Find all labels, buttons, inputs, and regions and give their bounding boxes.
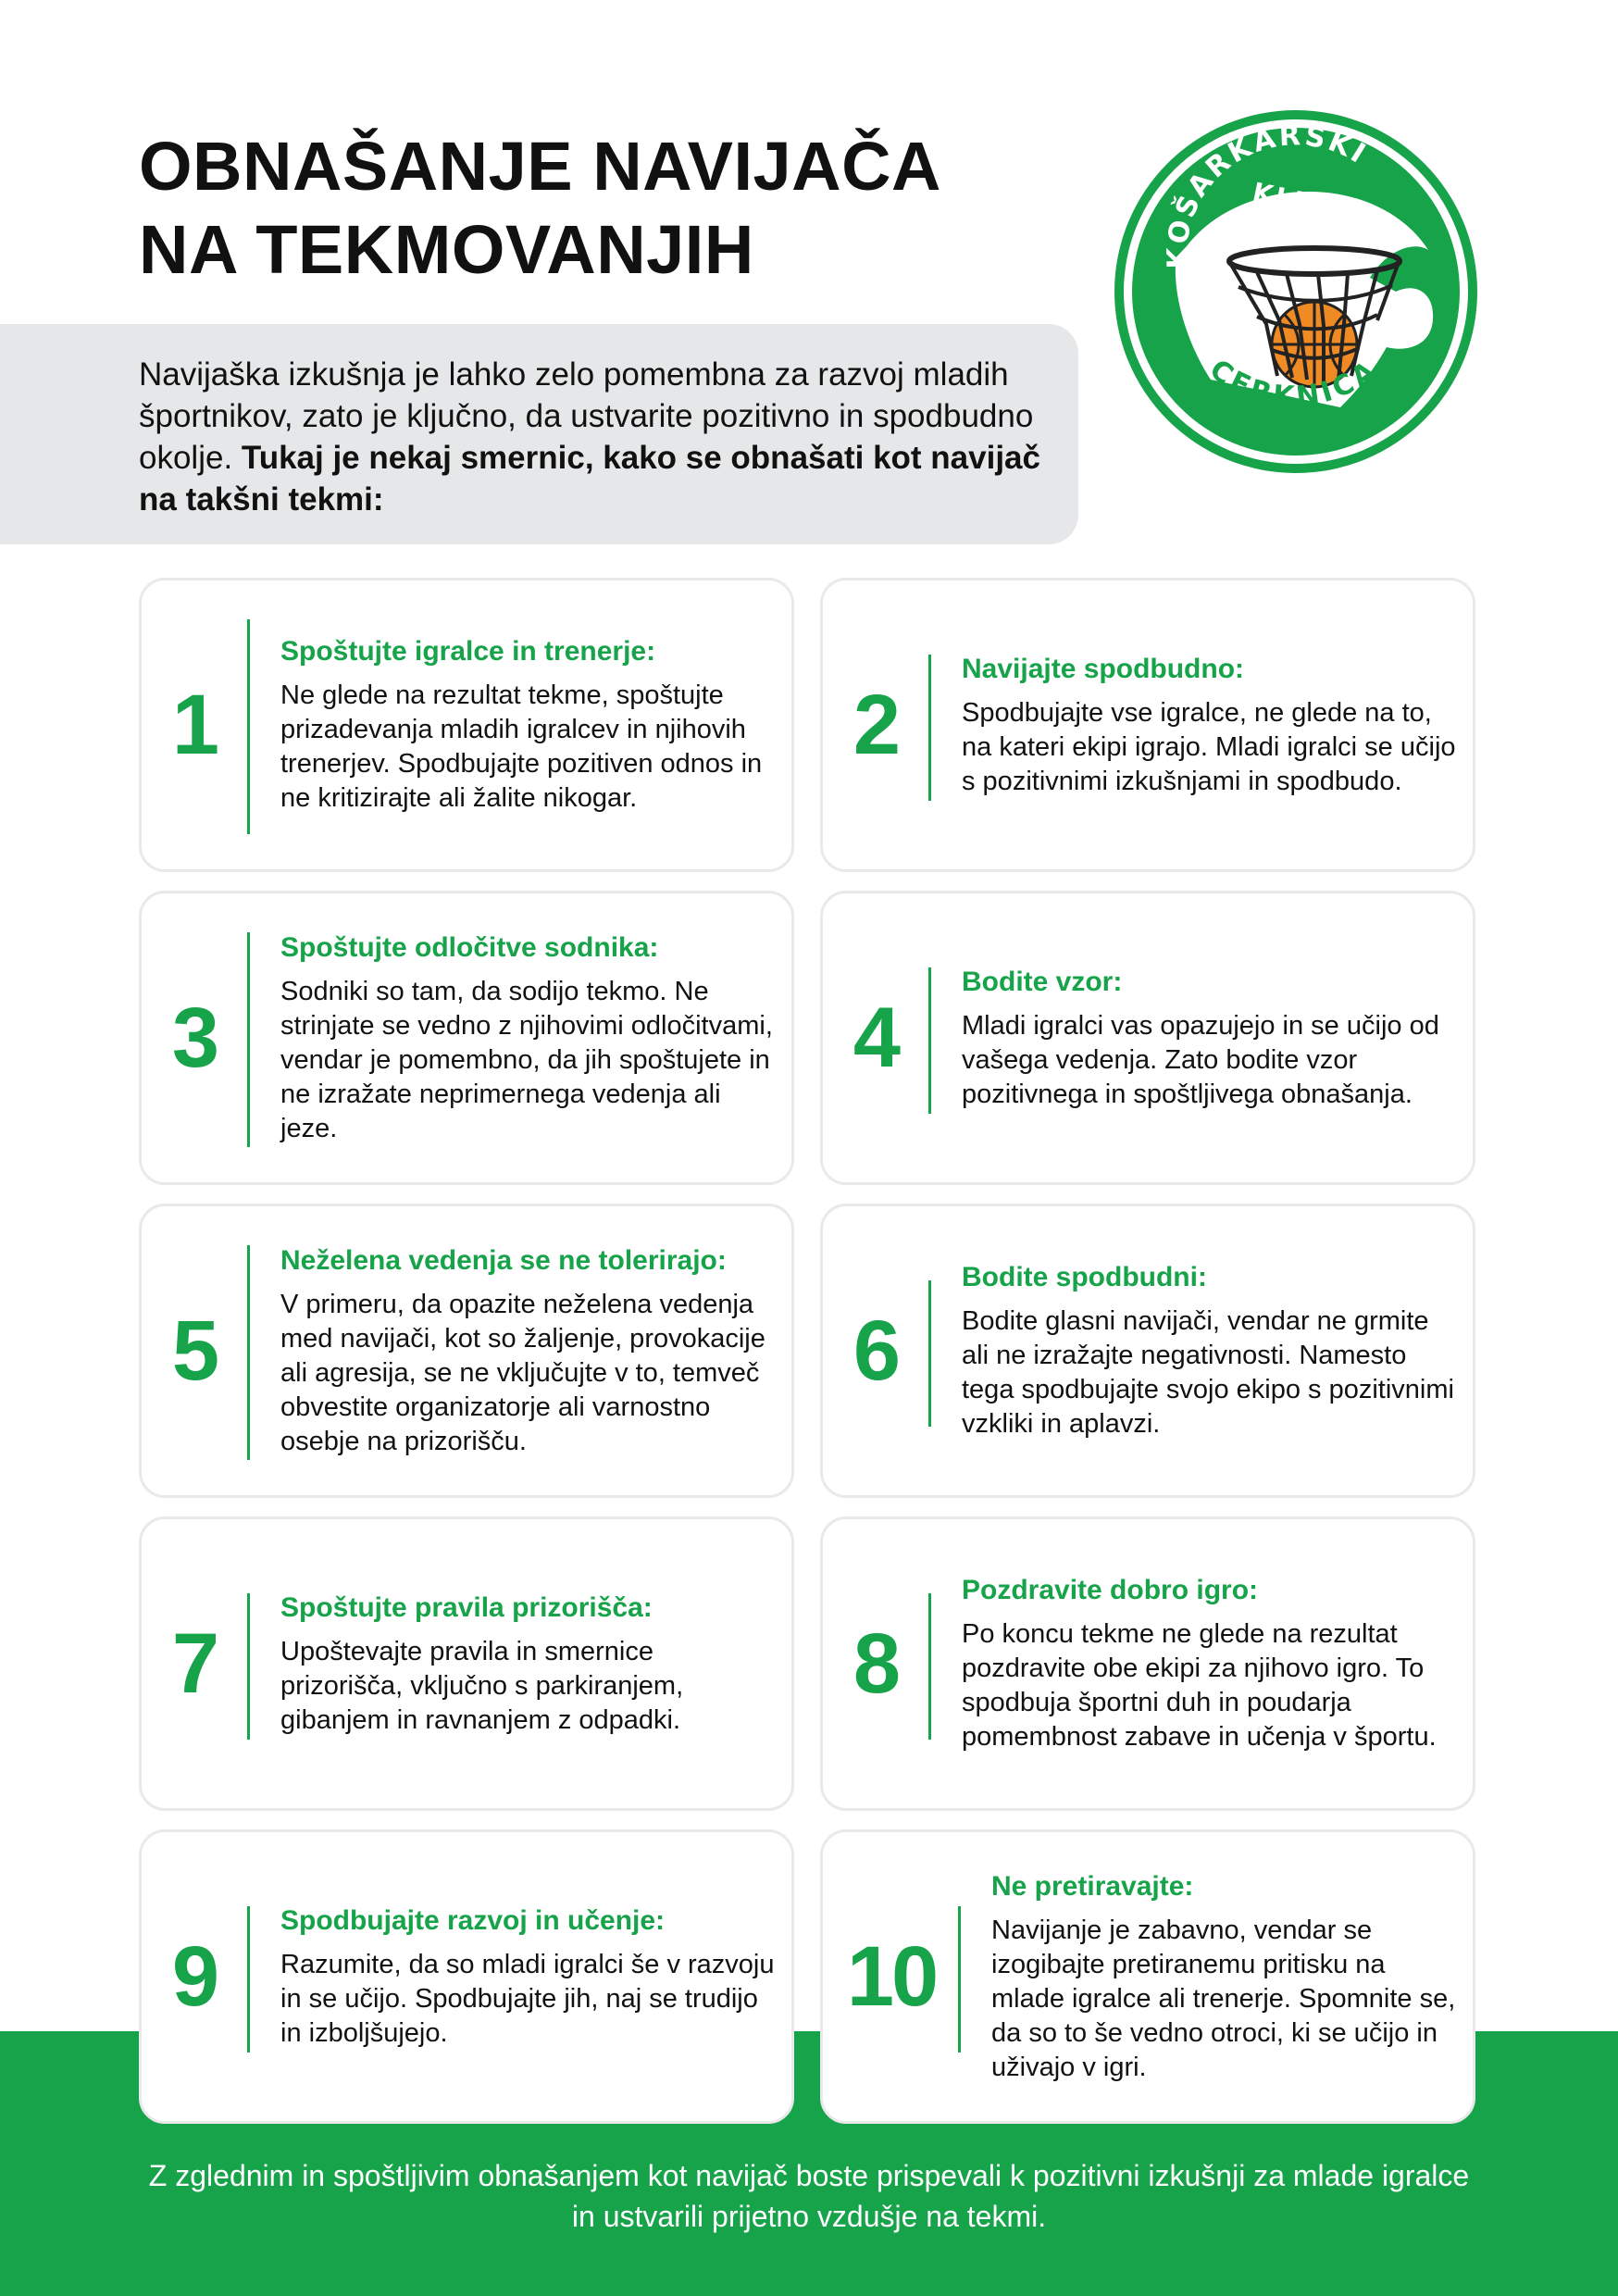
page-title-line-2: NA TEKMOVANJIH bbox=[139, 211, 754, 288]
rule-number: 3 bbox=[171, 990, 218, 1085]
rule-title: Pozdravite dobro igro: bbox=[962, 1575, 1259, 1605]
rule-text: Navijanje je zabavno, vendar se izogibajte pretiranemu pritisku na mlade igralce ali trenerje. Spomnite se, da so to še vedno otroci, ki se učijo in uživajo v igri. bbox=[991, 1915, 1456, 2082]
rule-divider bbox=[247, 1245, 250, 1460]
rule-card-10 bbox=[820, 1829, 1475, 2124]
rule-text: Ne glede na rezultat tekme, spoštujte prizadevanja mladih igralcev in njihovih trenerjev. Spodbujajte pozitiven odnos in ne kritizirajte ali žalite nikogar. bbox=[280, 680, 763, 813]
rule-divider bbox=[247, 1906, 250, 2053]
intro-bold-text: Tukaj je nekaj smernic, kako se obnašati kot navijač na takšni tekmi: bbox=[139, 440, 1040, 518]
rule-content bbox=[962, 893, 1460, 1182]
rule-card-5 bbox=[139, 1204, 794, 1498]
rule-number: 5 bbox=[171, 1303, 218, 1398]
rule-text: Bodite glasni navijači, vendar ne grmite ali ne izražajte negativnosti. Namesto tega spodbujajte svojo ekipo s pozitivnimi vzkliki in aplavzi. bbox=[962, 1306, 1454, 1439]
rule-title: Neželena vedenja se ne tolerirajo: bbox=[280, 1244, 727, 1276]
rule-content bbox=[991, 1832, 1460, 2121]
rule-title: Spodbujajte razvoj in učenje: bbox=[280, 1904, 666, 1936]
rule-card-8 bbox=[820, 1516, 1475, 1811]
rule-number: 1 bbox=[171, 677, 218, 772]
rule-number: 2 bbox=[853, 677, 899, 772]
rule-content bbox=[280, 893, 778, 1182]
rule-content bbox=[280, 1832, 778, 2121]
rule-number: 4 bbox=[853, 990, 899, 1085]
rule-text: Po koncu tekme ne glede na rezultat pozdravite obe ekipi za njihovo igro. To spodbuja športni duh in poudarja pomembnost zabave in učenja v športu. bbox=[962, 1619, 1437, 1752]
rule-title: Spoštujte igralce in trenerje: bbox=[280, 636, 656, 667]
rule-number: 6 bbox=[853, 1303, 899, 1398]
rule-title: Bodite vzor: bbox=[962, 966, 1123, 997]
rule-title: Spoštujte odločitve sodnika: bbox=[280, 931, 659, 963]
club-logo bbox=[1109, 102, 1479, 481]
rule-divider bbox=[247, 1593, 250, 1740]
rule-card-7 bbox=[139, 1516, 794, 1811]
intro-text: Navijaška izkušnja je lahko zelo pomembna za razvoj mladih športnikov, zato je ključno, da ustvarite pozitivno in spodbudno okolje. bbox=[139, 356, 1034, 476]
rule-divider bbox=[928, 967, 931, 1114]
page-title bbox=[139, 125, 941, 292]
rule-title: Navijajte spodbudno: bbox=[962, 653, 1245, 684]
rule-text: Sodniki so tam, da sodijo tekmo. Ne strinjate se vedno z njihovimi odločitvami, vendar je pomembno, da jih spoštujete in ne izražate neprimernega vedenja ali jeze. bbox=[280, 976, 773, 1143]
rule-content bbox=[280, 580, 778, 869]
rule-content bbox=[962, 1206, 1460, 1495]
rule-text: Upoštevajte pravila in smernice prizorišča, vključno s parkiranjem, gibanjem in ravnanjem z odpadki. bbox=[280, 1636, 684, 1735]
rule-card-6 bbox=[820, 1204, 1475, 1498]
rule-title: Ne pretiravajte: bbox=[991, 1870, 1194, 1902]
footer-text: Z zglednim in spoštljivim obnašanjem kot navijač boste prispevali k pozitivni izkušnji za mlade igralce in ustvarili prijetno vzdušje na tekmi. bbox=[148, 2159, 1470, 2233]
rule-number: 9 bbox=[171, 1928, 218, 2024]
rule-text: Mladi igralci vas opazujejo in se učijo od vašega vedenja. Zato bodite vzor pozitivnega in spoštljivega obnašanja. bbox=[962, 1010, 1439, 1109]
rule-card-9 bbox=[139, 1829, 794, 2124]
rule-title: Bodite spodbudni: bbox=[962, 1262, 1207, 1292]
rule-card-3 bbox=[139, 891, 794, 1185]
rule-content bbox=[962, 1519, 1460, 1808]
rule-divider bbox=[958, 1906, 961, 2053]
rule-divider bbox=[247, 619, 250, 834]
rule-content bbox=[280, 1206, 778, 1495]
rule-number: 8 bbox=[853, 1616, 899, 1711]
rule-text: Spodbujajte vse igralce, ne glede na to, na kateri ekipi igrajo. Mladi igralci se učijo s pozitivnimi izkušnjami in spodbudo. bbox=[962, 697, 1456, 796]
rule-title: Spoštujte pravila prizorišča: bbox=[280, 1591, 653, 1623]
rule-card-2 bbox=[820, 578, 1475, 872]
rule-card-4 bbox=[820, 891, 1475, 1185]
rule-text: Razumite, da so mladi igralci še v razvoju in se učijo. Spodbujajte jih, naj se trudijo in izboljšujejo. bbox=[280, 1949, 775, 2048]
logo-middle-text: KLUB bbox=[1250, 176, 1342, 225]
rule-number: 7 bbox=[171, 1616, 218, 1711]
rule-content bbox=[280, 1519, 778, 1808]
rule-text: V primeru, da opazite neželena vedenja med navijači, kot so žaljenje, provokacije ali agresija, se ne vključujte v to, temveč obvestite organizatorje ali varnostno osebje na prizorišču. bbox=[280, 1289, 765, 1456]
rule-content bbox=[962, 580, 1460, 869]
rule-divider bbox=[247, 932, 250, 1147]
rule-divider bbox=[928, 1593, 931, 1740]
rule-divider bbox=[928, 1280, 931, 1427]
intro-paragraph bbox=[139, 354, 1064, 520]
page-title-line-1: OBNAŠANJE NAVIJAČA bbox=[139, 128, 941, 205]
logo-top-text: KOŠARKARSKI bbox=[1161, 119, 1374, 269]
rule-divider bbox=[928, 655, 931, 801]
rule-card-1 bbox=[139, 578, 794, 872]
rule-number: 10 bbox=[846, 1928, 937, 2024]
logo-bottom-text: CERKNICA bbox=[1203, 353, 1385, 414]
